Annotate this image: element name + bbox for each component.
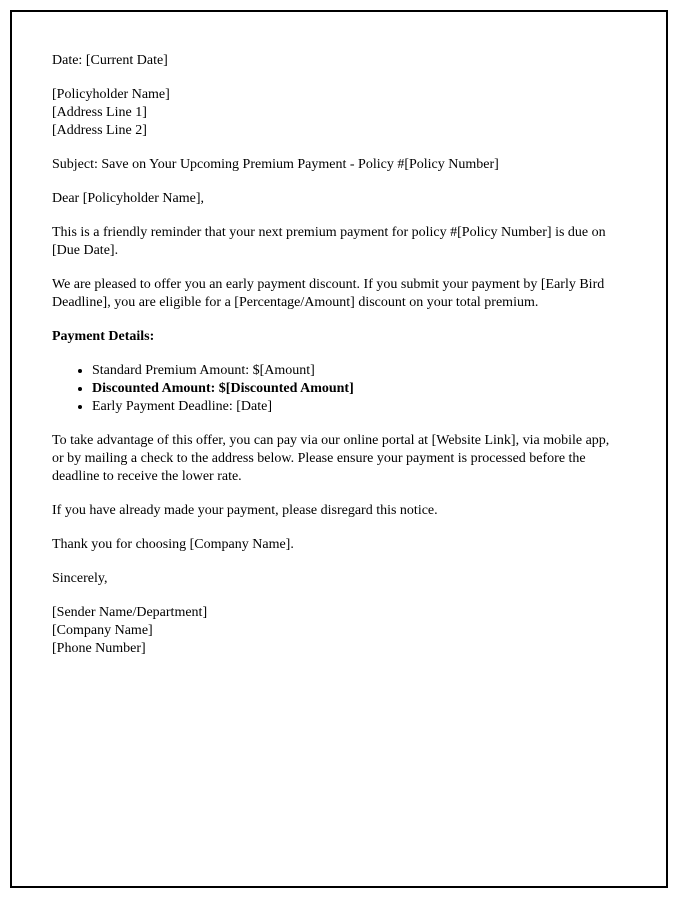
letter-content xyxy=(12,12,666,698)
signature-sender: [Sender Name/Department] xyxy=(52,605,208,620)
paragraph-reminder: This is a friendly reminder that your next premium payment for policy #[Policy Number] is due on [Due Date]. xyxy=(52,225,606,258)
closing: Sincerely, xyxy=(52,571,108,586)
payment-detail-discounted-amount: • Discounted Amount: $[Discounted Amount] xyxy=(92,380,624,398)
paragraph-offer: We are pleased to offer you an early payment discount. If you submit your payment by [Early Bird Deadline], you are eligible for a [Percentage/Amount] discount on your total premium. xyxy=(52,277,605,310)
recipient-address-line-2: [Address Line 2] xyxy=(52,123,147,138)
recipient-address-line-1: [Address Line 1] xyxy=(52,105,147,120)
subject-line: Subject: Save on Your Upcoming Premium Payment - Policy #[Policy Number] xyxy=(52,157,499,172)
signature-block xyxy=(52,604,624,658)
signature-phone: [Phone Number] xyxy=(52,641,146,656)
paragraph-payment-methods: To take advantage of this offer, you can pay via our online portal at [Website Link], via mobile app, or by mailing a check to the address below. Please ensure your payment is processed before the deadline to receive the lower rate. xyxy=(52,433,610,484)
payment-details-heading: Payment Details: xyxy=(52,329,155,344)
paragraph-thanks: Thank you for choosing [Company Name]. xyxy=(52,537,294,552)
recipient-name: [Policyholder Name] xyxy=(52,87,170,102)
payment-detail-deadline: • Early Payment Deadline: [Date] xyxy=(92,398,624,416)
payment-details-list xyxy=(52,362,624,416)
signature-company: [Company Name] xyxy=(52,623,153,638)
paragraph-disregard: If you have already made your payment, please disregard this notice. xyxy=(52,503,438,518)
recipient-block xyxy=(52,86,624,140)
letter-page xyxy=(10,10,668,888)
date-line: Date: [Current Date] xyxy=(52,53,168,68)
payment-detail-standard-amount: • Standard Premium Amount: $[Amount] xyxy=(92,362,624,380)
salutation: Dear [Policyholder Name], xyxy=(52,191,204,206)
